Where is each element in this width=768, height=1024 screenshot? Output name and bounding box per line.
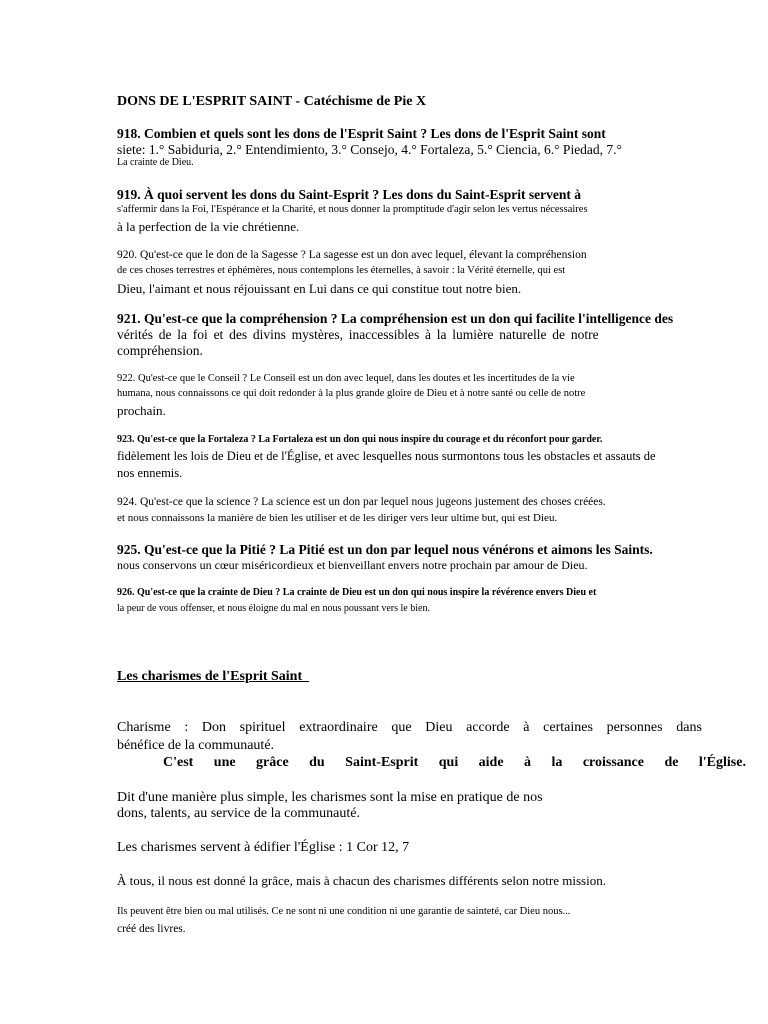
question-926-line-1: 926. Qu'est-ce que la crainte de Dieu ? La crainte de Dieu est un don qui nous inspire la révérence envers Dieu et — [117, 587, 597, 598]
charismes-usage-line-1: Ils peuvent être bien ou mal utilisés. Ce ne sont ni une condition ni une garantie de sainteté, car Dieu nous... — [117, 906, 571, 917]
question-919-line-2: s'affermir dans la Foi, l'Espérance et la Charité, et nous donner la promptitude d'agir selon les vertus nécessaires — [117, 204, 588, 215]
question-918-line-1: 918. Combien et quels sont les dons de l'Esprit Saint ? Les dons de l'Esprit Saint sont — [117, 126, 606, 141]
question-923-line-1: 923. Qu'est-ce que la Fortaleza ? La Fortaleza est un don qui nous inspire du courage et du réconfort pour garder. — [117, 434, 603, 445]
question-922-line-2: humana, nous connaissons ce qui doit redonder à la plus grande gloire de Dieu et à notre santé ou celle de notre — [117, 388, 586, 399]
question-924-line-2: et nous connaissons la manière de bien les utiliser et de les diriger vers leur ultime but, qui est Dieu. — [117, 512, 558, 524]
definition-line-3-word: la — [551, 755, 563, 770]
question-921-line-1: 921. Qu'est-ce que la compréhension ? La compréhension est un don qui facilite l'intelligence des — [117, 311, 674, 326]
definition-line-3-word: croissance — [582, 755, 644, 770]
definition-line-1-word: Dieu — [425, 720, 453, 735]
question-922-line-3: prochain. — [117, 403, 166, 418]
definition-line-1-word: accorde — [466, 720, 510, 735]
question-922-line-1: 922. Qu'est-ce que le Conseil ? Le Conseil est un don avec lequel, dans les doutes et les incertitudes de la vie — [117, 373, 575, 384]
question-921-line-2: vérités de la foi et des divins mystères, inaccessibles à la lumière naturelle de notre — [117, 327, 599, 342]
definition-line-1-word: extraordinaire — [299, 720, 378, 735]
charisme-definition-line-2: bénéfice de la communauté. — [117, 738, 275, 753]
definition-line-3-word: l'Église. — [698, 755, 746, 770]
question-919-line-3: à la perfection de la vie chrétienne. — [117, 219, 300, 234]
definition-line-1-word: personnes — [606, 720, 663, 735]
charismes-heading: Les charismes de l'Esprit Saint — [117, 669, 303, 684]
definition-line-3-word: de — [664, 755, 679, 770]
question-923-line-3: nos ennemis. — [117, 466, 183, 480]
definition-line-3-word: qui — [438, 755, 459, 770]
charismes-edifier: Les charismes servent à édifier l'Église : 1 Cor 12, 7 — [117, 840, 410, 855]
charisme-definition-line-1 — [117, 721, 702, 735]
charismes-usage-line-2: créé des livres. — [117, 923, 186, 935]
question-919-line-1: 919. À quoi servent les dons du Saint-Esprit ? Les dons du Saint-Esprit servent à — [117, 187, 581, 202]
definition-line-1-word: Don — [201, 720, 226, 735]
question-926-line-2: la peur de vous offenser, et nous éloigne du mal en nous poussant vers le bien. — [117, 603, 430, 614]
definition-line-3-word: à — [524, 755, 532, 770]
definition-line-3-word: Saint-Esprit — [345, 755, 419, 770]
definition-line-1-word: à — [523, 720, 530, 735]
definition-line-3-word: aide — [478, 755, 504, 770]
document-title: DONS DE L'ESPRIT SAINT - Catéchisme de Pie X — [117, 94, 427, 109]
definition-line-3-word: une — [213, 755, 236, 770]
question-925-line-1: 925. Qu'est-ce que la Pitié ? La Pitié est un don par lequel nous vénérons et aimons les Saints. — [117, 542, 653, 557]
definition-line-1-word: dans — [676, 720, 702, 735]
question-920-line-2: de ces choses terrestres et éphémères, nous contemplons les éternelles, à savoir : la Vérité éternelle, qui est — [117, 265, 566, 276]
definition-line-1-word: Charisme — [117, 720, 171, 735]
question-920-line-3: Dieu, l'aimant et nous réjouissant en Lui dans ce qui constitue tout notre bien. — [117, 281, 522, 296]
definition-line-3-word: du — [309, 755, 325, 770]
definition-line-1-word: : — [184, 720, 189, 735]
definition-line-1-word: spirituel — [239, 720, 286, 735]
definition-line-3-word: grâce — [256, 755, 289, 770]
question-918-line-3: La crainte de Dieu. — [117, 157, 194, 168]
question-923-line-2: fidèlement les lois de Dieu et de l'Église, et avec lesquelles nous surmontons tous les obstacles et assauts de — [117, 449, 656, 463]
question-918-line-2: siete: 1.° Sabiduria, 2.° Entendimiento, 3.° Consejo, 4.° Fortaleza, 5.° Ciencia, 6.° Piedad, 7.° — [117, 142, 622, 157]
definition-line-1-word: que — [391, 720, 412, 735]
question-921-line-3: compréhension. — [117, 343, 203, 358]
charismes-simple-line-2: dons, talents, au service de la communauté. — [117, 806, 360, 821]
definition-line-1-word: certaines — [543, 720, 593, 735]
definition-line-3-word: C'est — [163, 755, 194, 770]
charismes-simple-line-1: Dit d'une manière plus simple, les charismes sont la mise en pratique de nos — [117, 790, 543, 805]
question-924-line-1: 924. Qu'est-ce que la science ? La science est un don par lequel nous jugeons justement des choses créées. — [117, 496, 606, 508]
question-925-line-2: nous conservons un cœur miséricordieux et bienveillant envers notre prochain par amour de Dieu. — [117, 558, 588, 572]
charismes-tous: À tous, il nous est donné la grâce, mais à chacun des charismes différents selon notre mission. — [117, 873, 606, 888]
charisme-definition-line-3 — [163, 756, 746, 770]
question-920-line-1: 920. Qu'est-ce que le don de la Sagesse ? La sagesse est un don avec lequel, élevant la compréhension — [117, 249, 587, 261]
